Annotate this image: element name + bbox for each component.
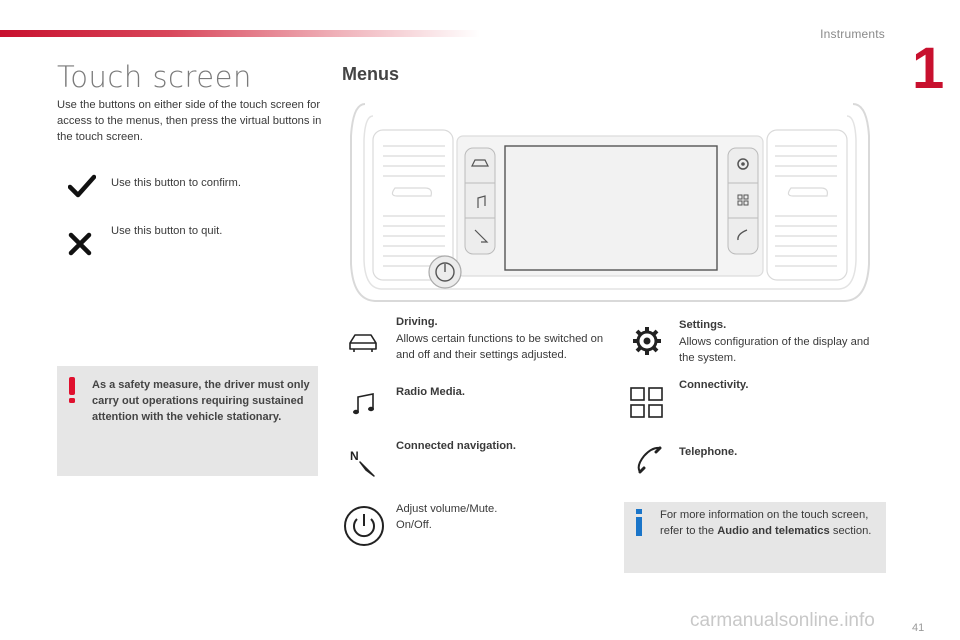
- menus-heading: Menus: [342, 64, 400, 84]
- info-icon: [633, 509, 645, 537]
- dashboard-illustration: [345, 96, 875, 306]
- cross-icon: [68, 232, 92, 256]
- page-title: Touch screen: [57, 60, 252, 94]
- driving-description: Allows certain functions to be switched on and off and their settings adjusted.: [396, 333, 604, 361]
- settings-description: Allows configuration of the display and the system.: [679, 336, 870, 364]
- settings-title: Settings.: [679, 319, 727, 331]
- navigation-title: Connected navigation.: [396, 440, 516, 452]
- header-accent-bar: [0, 30, 480, 37]
- intro-paragraph: Use the buttons on either side of the touch screen for access to the menus, then press the virtual buttons in the touch screen.: [57, 99, 322, 143]
- right-air-vent: [767, 130, 847, 280]
- volume-line-1: Adjust volume/Mute.: [396, 503, 498, 515]
- grid-icon: [630, 387, 664, 419]
- volume-line-2: On/Off.: [396, 519, 432, 531]
- telephone-title: Telephone.: [679, 446, 738, 458]
- power-icon: [343, 505, 385, 547]
- chapter-number-text: 1: [912, 42, 945, 92]
- chapter-number: [900, 42, 960, 92]
- section-label: Instruments: [820, 27, 885, 41]
- gear-icon: [632, 326, 662, 356]
- confirm-description: Use this button to confirm.: [111, 177, 241, 189]
- check-icon: [68, 174, 96, 198]
- driving-title: Driving.: [396, 316, 438, 328]
- connectivity-title: Connectivity.: [679, 379, 749, 391]
- svg-text:N: N: [350, 449, 359, 463]
- warning-text: As a safety measure, the driver must only carry out operations requiring sustained attention with the vehicle stationary.: [92, 379, 310, 423]
- navigation-arrow-icon: [350, 448, 378, 478]
- page-number: 41: [912, 622, 925, 634]
- car-icon: [348, 331, 378, 353]
- exclamation-icon: [65, 376, 79, 404]
- info-text: For more information on the touch screen, refer to the Audio and telematics section.: [660, 509, 872, 537]
- phone-icon: [636, 446, 662, 474]
- watermark: carmanualsonline.info: [690, 610, 875, 631]
- music-note-icon: [352, 392, 376, 416]
- radio-media-title: Radio Media.: [396, 386, 465, 398]
- quit-description: Use this button to quit.: [111, 225, 223, 237]
